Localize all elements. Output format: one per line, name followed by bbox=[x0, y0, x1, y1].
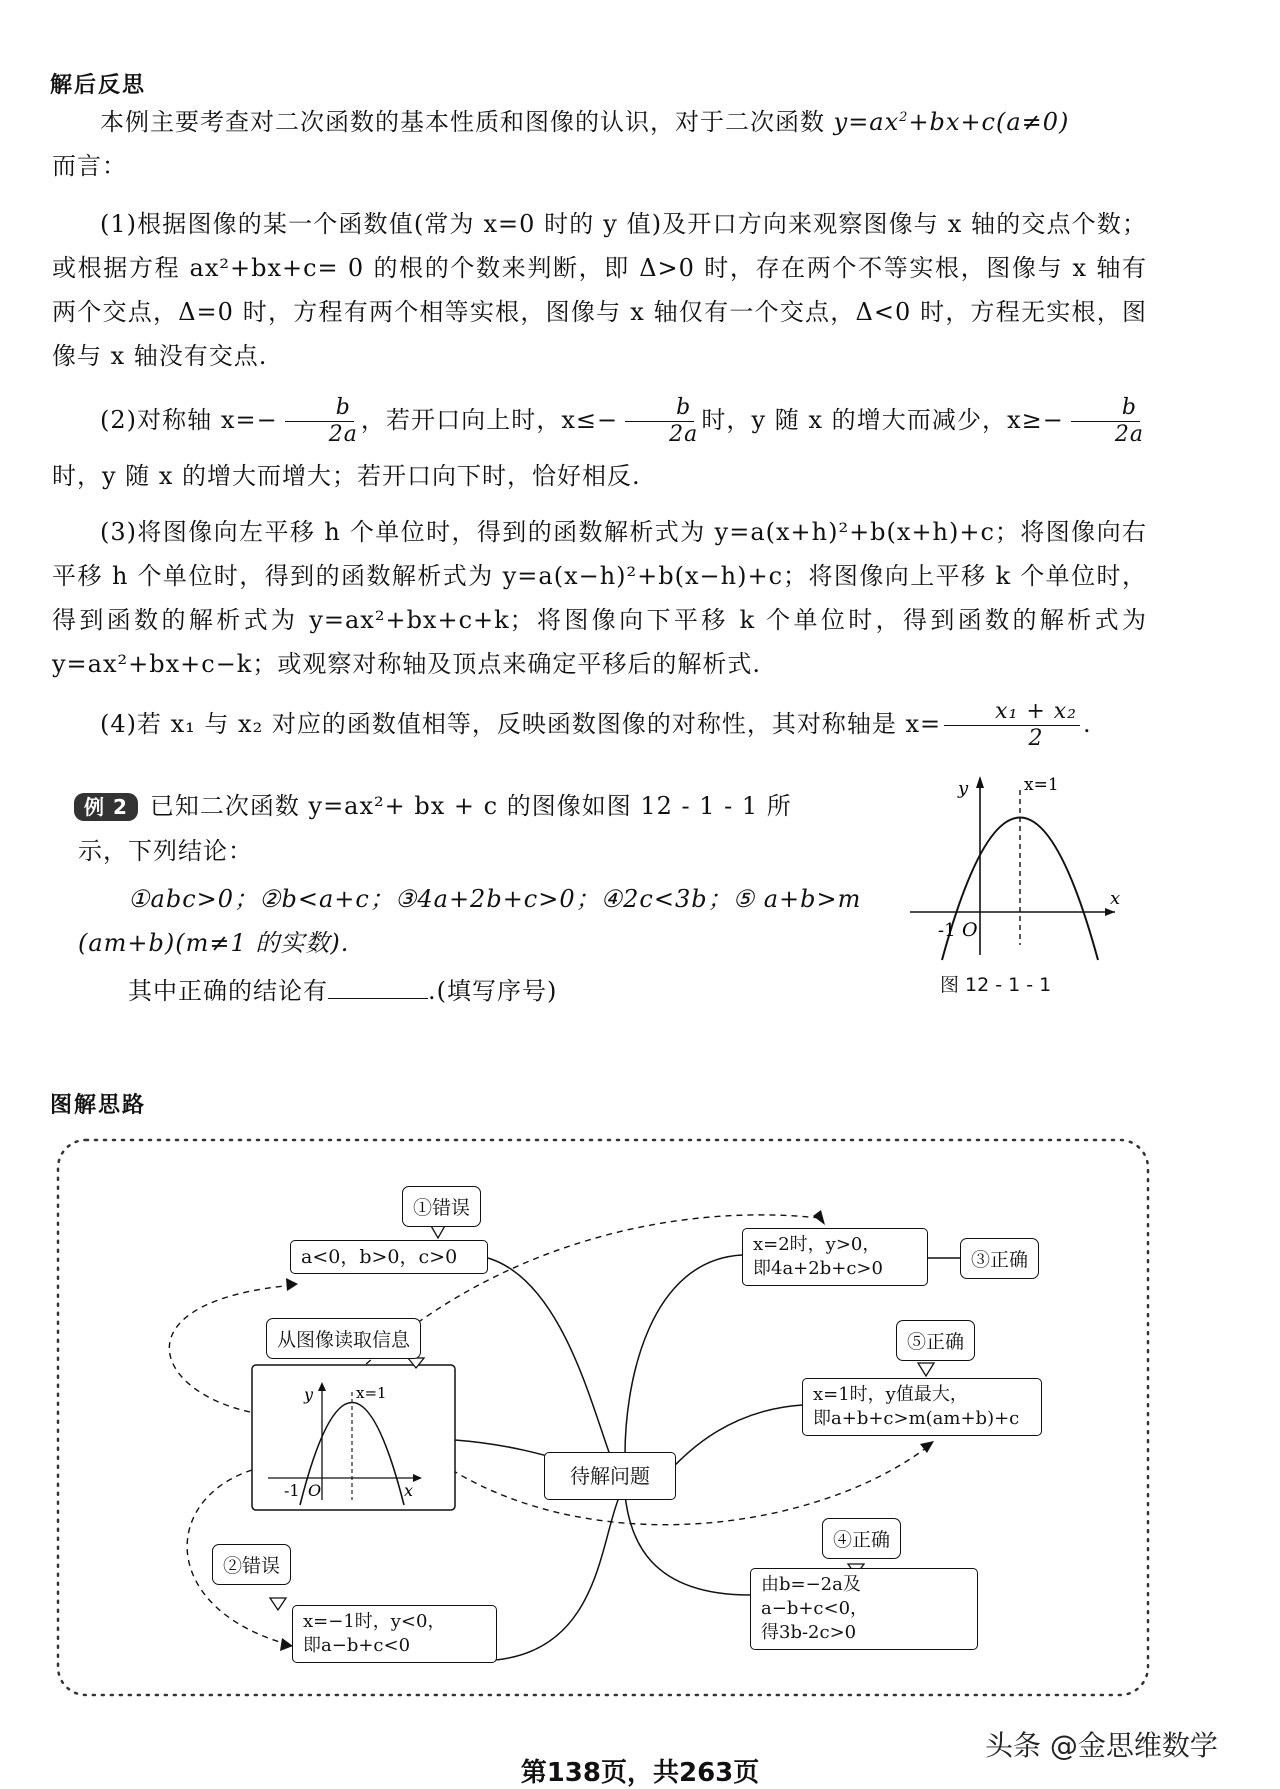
neg-one-label: -1 bbox=[938, 920, 956, 941]
frac-b-2a-1: $\frac{b}{2a}$ bbox=[281, 395, 358, 448]
diagram-title: 图解思路 bbox=[50, 1093, 147, 1118]
dash-arrow-5 bbox=[920, 1441, 934, 1453]
tag-5: ⑤正确 bbox=[896, 1320, 975, 1361]
link-box2 bbox=[495, 1495, 620, 1660]
y-label: y bbox=[958, 778, 969, 799]
p2-a: (2)对称轴 x=− bbox=[100, 406, 278, 434]
frac-b-2a-3: $\frac{b}{2a}$ bbox=[1067, 395, 1144, 448]
box-2 bbox=[292, 1605, 497, 1663]
mini-y-label: y bbox=[304, 1385, 314, 1404]
dash-arrow-1 bbox=[286, 1278, 298, 1291]
image-box bbox=[252, 1365, 455, 1510]
mini-x-label: x bbox=[404, 1481, 414, 1500]
intro-formula: $y=ax^2+bx+c(a\ne 0)$ bbox=[833, 108, 1070, 136]
p2-c: 时，y 随 x 的增大而减少，x≥− bbox=[701, 406, 1064, 434]
mini-origin: O bbox=[308, 1481, 322, 1500]
point-4: (4)若 x₁ 与 x₂ 对应的函数值相等，反映函数图像的对称性，其对称轴是 x= $\frac{\text{x₁ + x₂}}{2}$ . bbox=[100, 699, 1092, 751]
example-text-a: 已知二次函数 y=ax²+ bx + c 的图像如图 12 - 1 - 1 所 bbox=[149, 792, 792, 820]
mini-neg-one: -1 bbox=[284, 1481, 300, 1500]
x-label: x bbox=[1110, 888, 1121, 909]
tag-1: ①错误 bbox=[402, 1186, 481, 1227]
box5-line-b: 即a+b+c>m(am+b)+c bbox=[813, 1408, 1020, 1429]
p2-d: 时，y 随 x 的增大而增大；若开口向下时，恰好相反. bbox=[52, 462, 641, 490]
example-items-b: (am+b)(m≠1 的实数). bbox=[78, 929, 350, 957]
figure-caption: 图 12 - 1 - 1 bbox=[940, 974, 1052, 996]
box4-line-a: 由b=−2a及a−b+c<0， bbox=[761, 1574, 869, 1619]
box3-line-b: 即4a+2b+c>0 bbox=[753, 1258, 883, 1279]
p2-b: ，若开口向上时，x≤− bbox=[360, 406, 619, 434]
box2-line-b: 即a−b+c<0 bbox=[303, 1635, 411, 1656]
tag5-pointer bbox=[918, 1363, 934, 1376]
question-a: 其中正确的结论有 bbox=[128, 977, 328, 1005]
center-problem: 待解问题 bbox=[544, 1452, 676, 1500]
axis-label: x=1 bbox=[1024, 775, 1059, 795]
question-b: .(填写序号) bbox=[428, 977, 558, 1005]
read-info-tag: 从图像读取信息 bbox=[266, 1318, 421, 1359]
example-badge: 例 2 bbox=[74, 793, 138, 821]
box2-line-a: x=−1时，y<0， bbox=[303, 1611, 446, 1632]
link-box5 bbox=[672, 1405, 802, 1468]
box3-line-a: x=2时，y>0， bbox=[753, 1234, 881, 1255]
p4-a: (4)若 x₁ 与 x₂ 对应的函数值相等，反映函数图像的对称性，其对称轴是 x= bbox=[100, 710, 942, 738]
example-items: ①abc>0；②b<a+c；③4a+2b+c>0；④2c<3b；⑤ a+b>m bbox=[128, 885, 862, 913]
box-4 bbox=[750, 1568, 978, 1650]
link-box3 bbox=[625, 1255, 742, 1455]
tag-2: ②错误 bbox=[212, 1544, 291, 1585]
link-box1 bbox=[488, 1258, 610, 1455]
box5-line-a: x=1时，y值最大， bbox=[813, 1384, 968, 1405]
box-1: a<0，b>0，c>0 bbox=[290, 1240, 488, 1274]
dash-to-box5 bbox=[452, 1445, 930, 1525]
point-1: (1)根据图像的某一个函数值(常为 x=0 时的 y 值)及开口方向来观察图像与 x 轴的交点个数；或根据方程 ax²+bx+c= 0 的根的个数来判断，即 Δ>0 时，存在两个不等实根，图像与 x 轴有两个交点，Δ=0 时，方程有两个相等实根，图像与 x 轴仅有一个交点，Δ<0 时，方程无实根，图像与 x 轴没有交点. bbox=[52, 210, 1147, 370]
tag-3: ③正确 bbox=[960, 1238, 1039, 1279]
frac-b-2a-2: $\frac{b}{2a}$ bbox=[621, 395, 698, 448]
box-3 bbox=[742, 1228, 928, 1286]
example-line-2: 示，下列结论： bbox=[78, 837, 253, 865]
intro-end: 而言： bbox=[52, 152, 127, 180]
tag-4: ④正确 bbox=[822, 1518, 901, 1559]
origin-label: O bbox=[962, 919, 978, 941]
watermark: 头条 @金思维数学 bbox=[985, 1729, 1218, 1762]
mini-axis-label: x=1 bbox=[356, 1384, 387, 1402]
frac-x1x2: $\frac{\text{x₁ + x₂}}{2}$ bbox=[944, 699, 1080, 752]
point-3: (3)将图像向左平移 h 个单位时，得到的函数解析式为 y=a(x+h)²+b(x+h)+c；将图像向右平移 h 个单位时，得到的函数解析式为 y=a(x−h)²+b(x−h)+c；将图像向上平移 k 个单位时，得到函数的解析式为 y=ax²+bx+c+k；将图像向下平移 k 个单位时，得到函数的解析式为 y=ax²+bx+c−k；或观察对称轴及顶点来确定平移后的解析式. bbox=[52, 518, 1147, 678]
box-5 bbox=[802, 1378, 1042, 1436]
page-number: 第138页，共263页 bbox=[520, 1758, 760, 1788]
intro-text: 本例主要考查对二次函数的基本性质和图像的认识，对于二次函数 bbox=[100, 108, 825, 136]
box4-line-b: 得3b-2c>0 bbox=[761, 1622, 857, 1643]
link-box4 bbox=[625, 1495, 750, 1595]
tag2-pointer bbox=[270, 1598, 286, 1610]
reflection-title: 解后反思 bbox=[50, 73, 147, 98]
